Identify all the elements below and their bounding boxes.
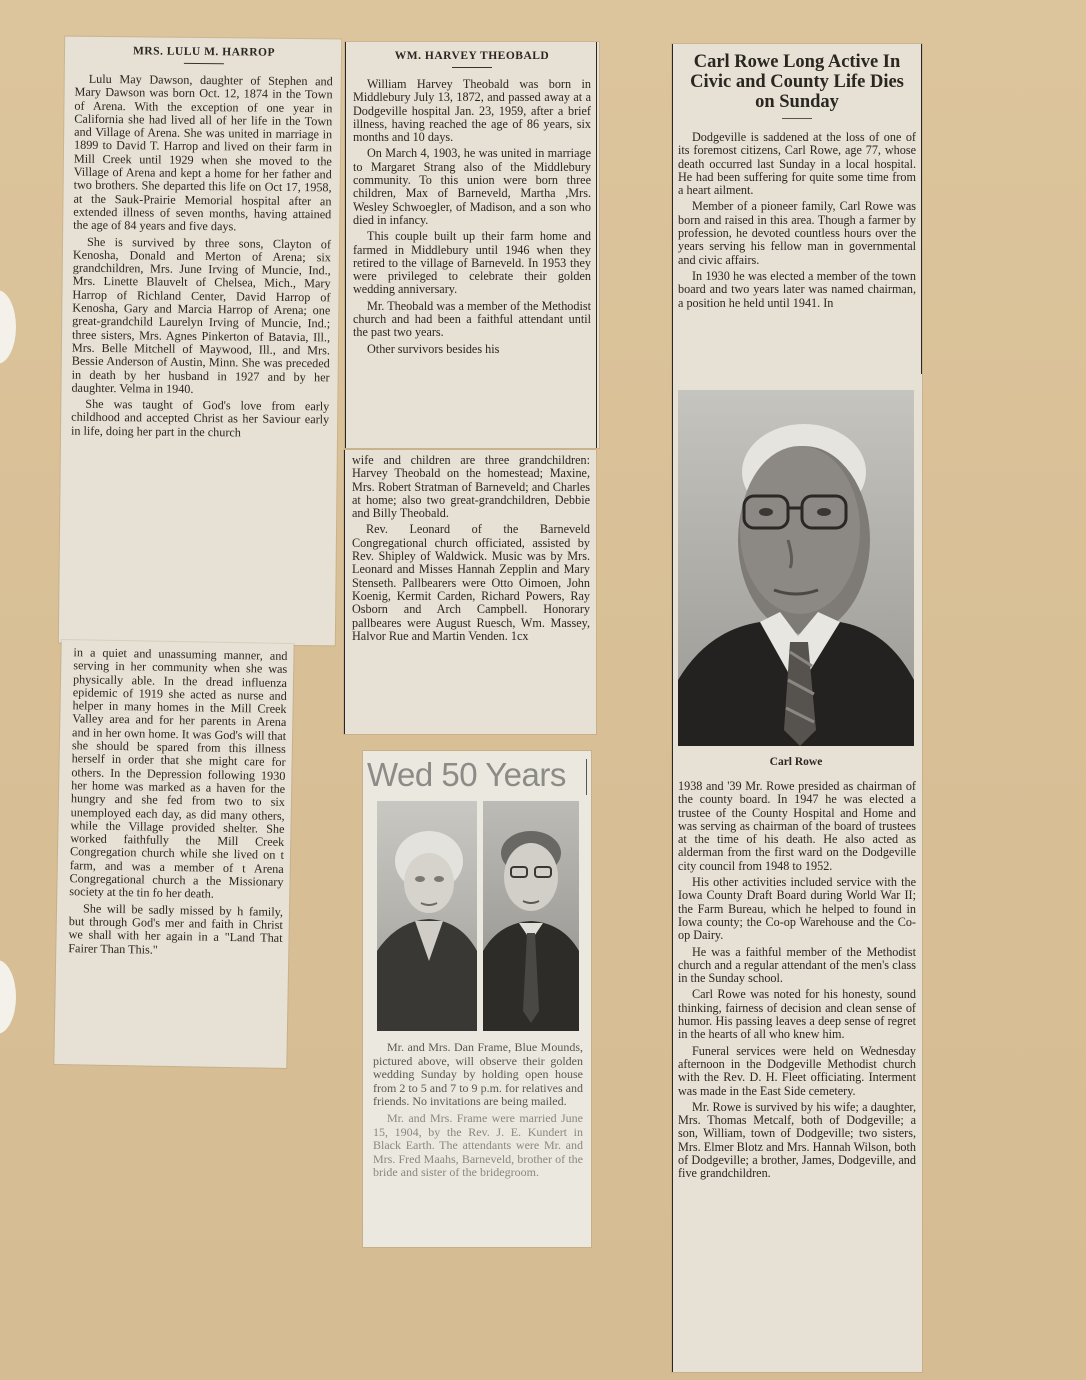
photo-caption: Carl Rowe bbox=[769, 756, 823, 768]
harrop-body bbox=[71, 73, 333, 441]
harrop-clipping bbox=[59, 37, 341, 646]
theobald-paragraph: William Harvey Theobald was born in Middlebury July 13, 1872, and passed away at a Dodgeville hospital Jan. 23, 1959, after a brief illness, having reached the age of 86 years, six months and 10 days. bbox=[353, 77, 591, 145]
carl-rowe-portrait-photo bbox=[678, 390, 914, 746]
harrop-paragraph: She will be sadly missed by h family, but through God's mer and faith in Christ we shall with her again in a "Land That Fairer Than This." bbox=[68, 901, 284, 957]
anniversary-paragraph: Mr. and Mrs. Frame were married June 15, 1904, by the Rev. J. E. Kundert in Black Earth. The attendants were Mr. and Mrs. Fred Maahs, Barneveld, brother of the bride and sister of the bridegroom. bbox=[373, 1110, 583, 1180]
harrop-body-continued bbox=[68, 646, 287, 959]
harrop-paragraph: in a quiet and unassuming manner, and serving in her community when she was physically able. In the dread influenza epidemic of 1919 she acted as nurse and helper in many homes in the Mill Creek Valley area and for her parents in Arena and in her own home. It was God's will that she should be spared from this illness herself in order that she might care for others. In the Depression following 1930 her home was marked as a haven for the hungry and she fed from two to six unemployed each day, as did many others, while the Village provided shelter. She worked faithfully the Mill Creek Congregation church while she lived on t farm, and was a member of t Arena Congregational church a the Missionary society at the tin fo her death. bbox=[69, 645, 288, 902]
column-rule bbox=[596, 42, 597, 448]
theobald-body bbox=[353, 78, 591, 356]
rowe-paragraph: Mr. Rowe is survived by his wife; a daughter, Mrs. Thomas Metcalf, both of Dodgeville; a son, William, town of Dodgeville; two sisters, Mrs. Elmer Blotz and Mrs. Hannah Wilson, both of Dodgeville; a brother, James, Dodgeville, and five grandchildren. bbox=[678, 1099, 916, 1181]
rowe-paragraph: Funeral services were held on Wednesday afternoon in the Dodgeville Methodist church with the Rev. D. H. Fleet officiating. Interment was made in the East Side cemetery. bbox=[678, 1043, 916, 1098]
heading-rule bbox=[184, 63, 224, 64]
column-rule bbox=[921, 44, 922, 374]
heading-rule bbox=[782, 118, 812, 119]
theobald-heading: WM. HARVEY THEOBALD bbox=[394, 50, 550, 62]
binder-hole-upper bbox=[0, 290, 16, 364]
rowe-paragraph: Carl Rowe was noted for his honesty, sound thinking, fairness of decision and clean sense of humor. His passing leaves a deep sense of regret in the hearts of all who knew him. bbox=[678, 987, 916, 1042]
rowe-paragraph: He was a faithful member of the Methodist church and a regular attendant of the men's class in the Sunday school. bbox=[678, 944, 916, 986]
column-rule bbox=[344, 450, 345, 734]
harrop-heading: MRS. LULU M. HARROP bbox=[132, 45, 276, 59]
theobald-paragraph: Other survivors besides his bbox=[367, 341, 500, 356]
harrop-paragraph: Lulu May Dawson, daughter of Stephen and Mary Dawson was born Oct. 12, 1874 in the Town of Arena. With the exception of one year in California she had lived all of her life in the Town and Village of Arena. She was united in marriage in 1899 to David T. Harrop and lived on their farm in Mill Creek until 1929 when she moved to the Village of Arena and kept a home for her father and two brothers. She departed this life on Oct 17, 1958, at the Sauk-Prairie Memorial hospital after an extended illness of seven months, having attained the age of 84 years and five days. bbox=[73, 71, 333, 234]
anniversary-clipping bbox=[363, 751, 591, 1247]
rowe-paragraph: In 1930 he was elected a member of the town board and two years later was named chairman, a position he held until 1941. In bbox=[678, 268, 916, 310]
rowe-paragraph: Member of a pioneer family, Carl Rowe was born and raised in this area. Though a farmer by profession, he devoted countless hours over the years serving his fellow man in governmental and civic affairs. bbox=[678, 199, 916, 267]
theobald-paragraph: This couple built up their farm home and farmed in Middlebury until 1946 when they retired to the village of Barneveld. In 1953 they were privileged to celebrate their golden wedding anniversary. bbox=[353, 229, 591, 297]
rowe-body-continued bbox=[678, 780, 916, 1181]
rowe-paragraph: His other activities included service with the Iowa County Draft Board during World War II; the Farm Bureau, which he helped to found in Iowa county; the Co-op Warehouse and the Co-op Dairy. bbox=[678, 875, 916, 943]
binder-hole-lower bbox=[0, 960, 16, 1034]
harrop-paragraph: She is survived by three sons, Clayton of Kenosha, Donald and Merton of Arena; six grandchildren, Mrs. June Irving of Muncie, Ind., Mrs. Linette Blauvelt of Chelsea, Mich., Mary Harrop of Richland Center, David Harrop of Kenosha, Gary and Marcia Harrop of Arena; one great-grandchild Laurelyn Irving of Muncie, Ind.; three sisters, Mrs. Agnes Pinkerton of Batavia, Ill., Mrs. Belle Mitchell of Maywood, Ill., and Mrs. Bessie Anderson of Austin, Minn. She was preceded in death by her husband in 1927 and by her daughter. Velma in 1940. bbox=[71, 234, 332, 396]
man-portrait-photo bbox=[483, 801, 579, 1031]
rowe-headline: Carl Rowe Long Active In Civic and County Life Dies on Sunday bbox=[690, 52, 904, 112]
man-portrait-icon bbox=[483, 801, 579, 1031]
woman-portrait-icon bbox=[377, 801, 477, 1031]
column-rule bbox=[672, 44, 673, 1372]
anniversary-heading: Wed 50 Years bbox=[367, 756, 566, 793]
rowe-paragraph: Dodgeville is saddened at the loss of one of its foremost citizens, Carl Rowe, age 77, whose death occurred last Sunday in a local hospital. He had been suffering for quite some time from a heart ailment. bbox=[678, 130, 916, 198]
heading-rule bbox=[452, 67, 492, 68]
harrop-paragraph: She was taught of God's love from early childhood and accepted Christ as her Saviour early in life, doing her part in the church bbox=[70, 396, 330, 440]
rowe-body bbox=[678, 131, 916, 310]
heading-rule bbox=[586, 759, 587, 795]
theobald-paragraph: Mr. Theobald was a member of the Methodist church and had been a faithful attendant until the past two years. bbox=[353, 298, 591, 340]
theobald-continuation-clipping bbox=[344, 450, 596, 734]
theobald-paragraph: On March 4, 1903, he was united in marriage to Margaret Strang also of the Middlebury community. To this union were born three children, Max of Barneveld, Martha ,Mrs. Wesley Schwoegler, of Madison, and a son who died in infancy. bbox=[353, 146, 591, 227]
harrop-continuation-clipping bbox=[54, 640, 293, 1068]
woman-portrait-photo bbox=[377, 801, 477, 1031]
theobald-paragraph: Rev. Leonard of the Barneveld Congregational church officiated, assisted by Rev. Shipley of Waldwick. Music was by Mrs. Leonard and Misses Hannah Zepplin and Mary Stenseth. Pallbearers were Otto Oimoen, John Koenig, Kermit Carden, Richard Powers, Ray Osborn and Arch Campbell. Honorary pallbeares were August Ruesch, Wm. Massey, Halvor Rue and Martin Venden. 1cx bbox=[352, 522, 590, 643]
theobald-clipping bbox=[345, 42, 599, 448]
anniversary-body bbox=[373, 1041, 583, 1180]
column-rule bbox=[345, 42, 346, 448]
rowe-clipping bbox=[672, 44, 922, 1372]
rowe-paragraph: 1938 and '39 Mr. Rowe presided as chairman of the county board. In 1947 he was elected a trustee of the County Hospital and Home and was serving as chairman of the board of trustees at the time of his death. He also acted as alderman from the first ward on the Dodgeville city council from 1948 to 1952. bbox=[678, 779, 916, 873]
carl-rowe-portrait-icon bbox=[678, 390, 914, 746]
theobald-paragraph: wife and children are three grandchildren: Harvey Theobald on the homestead; Maxine, Mrs. Robert Stratman of Barneveld; and Charles at home; also two great-grandchildren, Debbie and Billy Theobald. bbox=[352, 453, 590, 521]
anniversary-paragraph: Mr. and Mrs. Dan Frame, Blue Mounds, pictured above, will observe their golden wedding Sunday by holding open house from 2 to 5 and 7 to 9 p.m. for relatives and friends. No invitations are being mailed. bbox=[373, 1040, 583, 1109]
theobald-body-continued bbox=[352, 454, 590, 643]
